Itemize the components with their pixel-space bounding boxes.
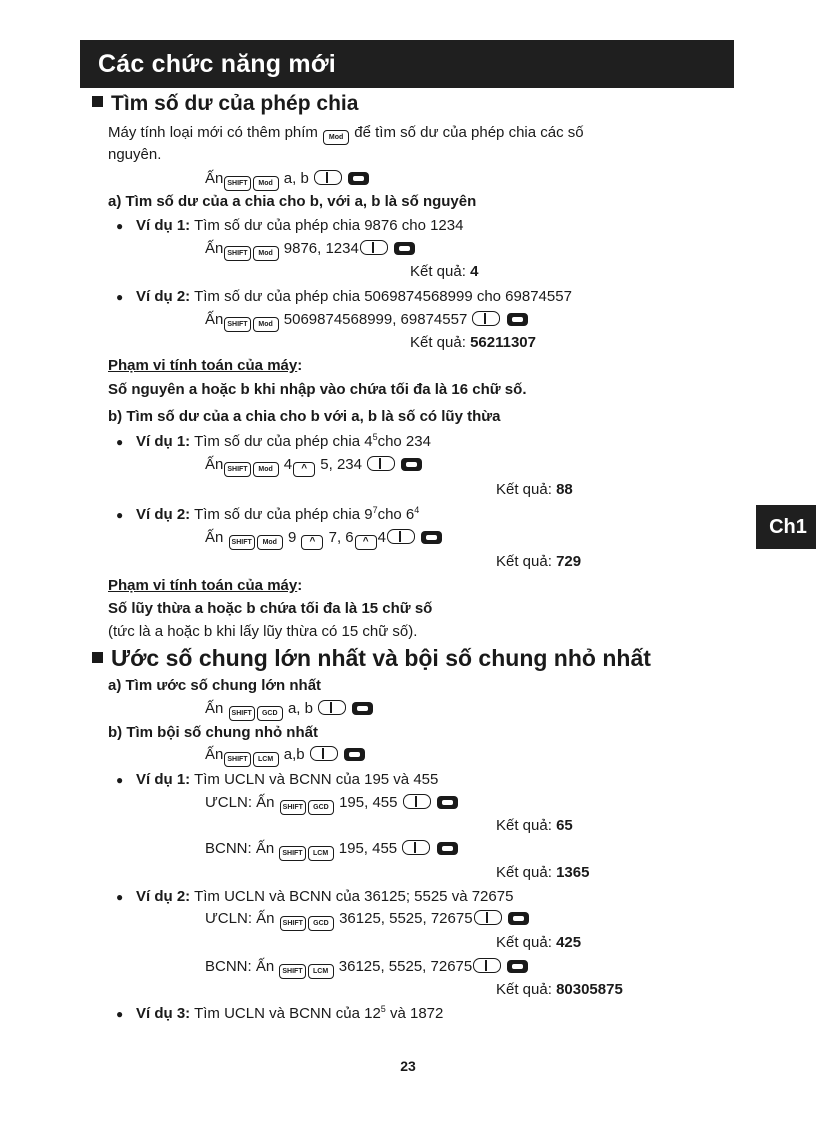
section-heading-text: Tìm số dư của phép chia (111, 92, 359, 115)
press-label: Ấn (205, 746, 224, 763)
example-label: Ví dụ 3: (136, 1005, 191, 1022)
shift-key-icon: SHIFT (224, 752, 250, 767)
shift-key-icon: SHIFT (280, 800, 306, 815)
equals-key-icon (507, 960, 528, 973)
press-label: Ấn (205, 529, 224, 546)
example-label: Ví dụ 2: (136, 506, 191, 523)
result-label: Kết quả: (496, 981, 552, 998)
remainder-key-icon (360, 240, 388, 255)
press-label: Ấn (205, 240, 224, 257)
remainder-key-icon (310, 746, 338, 761)
keystroke-args: 4 (377, 529, 386, 546)
intro-line-1 (108, 124, 584, 145)
bullet-icon: ● (116, 219, 124, 233)
keystroke-line (205, 456, 423, 477)
result-value: 56211307 (470, 334, 536, 351)
square-bullet-icon (92, 96, 103, 107)
range-note-2-detail: (tức là a hoặc b khi lấy lũy thừa có 15 chữ số). (108, 623, 418, 640)
shift-key-icon: SHIFT (224, 176, 250, 191)
keystroke-line (205, 700, 374, 721)
example-text: và 1872 (389, 1005, 444, 1022)
result-line (496, 864, 589, 882)
press-label: Ấn (205, 311, 224, 328)
keystroke-args: 36125, 5525, 72675 (338, 958, 473, 975)
result-value: 88 (556, 481, 573, 498)
equals-key-icon (394, 242, 415, 255)
section-heading-gcd-lcm (92, 645, 651, 672)
chapter-tab: Ch1 (756, 505, 816, 549)
exponent: 5 (372, 432, 378, 442)
remainder-key-icon (473, 958, 501, 973)
keystroke-line (205, 840, 459, 861)
page-number: 23 (400, 1058, 416, 1074)
keystroke-line (205, 910, 530, 931)
keystroke-args: a, b (287, 700, 313, 717)
example-text: cho 234 (377, 433, 431, 450)
gcd-example-3 (136, 1005, 443, 1023)
keystroke-line (205, 529, 443, 550)
subheading-b: b) Tìm số dư của a chia cho b với a, b là số có lũy thừa (108, 408, 501, 425)
example-2 (136, 288, 572, 306)
keystroke-args: 9 (287, 529, 297, 546)
subheading-lcm: b) Tìm bội số chung nhỏ nhất (108, 724, 318, 741)
range-note-2: Số lũy thừa a hoặc b chứa tối đa là 15 chữ số (108, 600, 433, 617)
result-label: Kết quả: (496, 864, 552, 881)
shift-key-icon: SHIFT (229, 535, 255, 550)
equals-key-icon (352, 702, 373, 715)
equals-key-icon (421, 531, 442, 544)
shift-key-icon: SHIFT (224, 317, 250, 332)
result-line (496, 981, 623, 999)
example-text: Tìm số dư của phép chia 5069874568999 cho 69874557 (194, 288, 572, 305)
example-text: cho 6 (377, 506, 415, 523)
press-label: Ấn (205, 170, 224, 187)
example-text: Tìm UCLN và BCNN của 12 (194, 1005, 381, 1022)
remainder-key-icon (387, 529, 415, 544)
range-note-1: Số nguyên a hoặc b khi nhập vào chứa tối đa là 16 chữ số. (108, 381, 527, 398)
range-label-2 (108, 577, 302, 595)
mod-key-icon: Mod (257, 535, 283, 550)
shift-key-icon: SHIFT (279, 846, 305, 861)
equals-key-icon (437, 796, 458, 809)
press-label: Ấn (205, 700, 224, 717)
result-value: 4 (470, 263, 479, 280)
result-label: Kết quả: (410, 263, 466, 280)
result-line (496, 553, 581, 571)
colon: : (297, 577, 303, 594)
result-line (496, 934, 581, 952)
gcd-key-icon: GCD (308, 800, 334, 815)
remainder-key-icon (474, 910, 502, 925)
example-text: Tìm số dư của phép chia 9 (194, 506, 373, 523)
section-title-banner: Các chức năng mới (80, 40, 734, 88)
keystroke-args: a, b (283, 170, 309, 187)
equals-key-icon (437, 842, 458, 855)
intro-line-2: nguyên. (108, 146, 162, 163)
result-value: 425 (556, 934, 582, 951)
power-example-1 (136, 433, 431, 451)
result-value: 729 (556, 553, 582, 570)
section-heading-remainder (92, 92, 358, 116)
equals-key-icon (508, 912, 529, 925)
example-label: Ví dụ 1: (136, 433, 191, 450)
result-label: Kết quả: (496, 553, 552, 570)
shift-key-icon: SHIFT (224, 246, 250, 261)
subheading-a: a) Tìm số dư của a chia cho b, với a, b là số nguyên (108, 193, 477, 210)
bullet-icon: ● (116, 1007, 124, 1021)
mod-key-icon: Mod (323, 130, 349, 145)
example-text: Tìm UCLN và BCNN của 195 và 455 (194, 771, 439, 788)
result-label: Kết quả: (496, 934, 552, 951)
example-1 (136, 217, 463, 235)
exponent: 7 (372, 505, 378, 515)
mod-key-icon: Mod (253, 462, 279, 477)
intro-text: để tìm số dư của phép chia các số (354, 124, 584, 141)
range-label-text: Phạm vi tính toán của máy (108, 577, 298, 594)
result-label: Kết quả: (496, 817, 552, 834)
keystroke-line (205, 170, 370, 191)
gcd-key-icon: GCD (308, 916, 334, 931)
power-key-icon: ^ (293, 462, 315, 477)
lcm-key-icon: LCM (253, 752, 279, 767)
lcm-key-icon: LCM (308, 964, 334, 979)
example-text: Tìm số dư của phép chia 4 (194, 433, 373, 450)
example-text: Tìm số dư của phép chia 9876 cho 1234 (194, 217, 464, 234)
equals-key-icon (348, 172, 369, 185)
equals-key-icon (507, 313, 528, 326)
mod-key-icon: Mod (253, 176, 279, 191)
keystroke-line (205, 240, 416, 261)
keystroke-args: a,b (283, 746, 305, 763)
result-line (496, 817, 573, 835)
result-value: 1365 (556, 864, 590, 881)
keystroke-args: 5069874568999, 69874557 (283, 311, 468, 328)
result-value: 80305875 (556, 981, 623, 998)
mod-key-icon: Mod (253, 317, 279, 332)
keystroke-line (205, 794, 459, 815)
example-label: Ví dụ 1: (136, 217, 191, 234)
exponent: 5 (380, 1004, 386, 1014)
press-label: Ấn (205, 456, 224, 473)
ucln-label: ƯCLN: Ấn (205, 910, 275, 927)
shift-key-icon: SHIFT (280, 916, 306, 931)
remainder-key-icon (472, 311, 500, 326)
result-label: Kết quả: (410, 334, 466, 351)
power-key-icon: ^ (355, 535, 377, 550)
keystroke-line (205, 311, 529, 332)
bcnn-label: BCNN: Ấn (205, 958, 275, 975)
remainder-key-icon (402, 840, 430, 855)
result-line (410, 263, 478, 281)
shift-key-icon: SHIFT (224, 462, 250, 477)
mod-key-icon: Mod (253, 246, 279, 261)
gcd-key-icon: GCD (257, 706, 283, 721)
bullet-icon: ● (116, 890, 124, 904)
example-text: Tìm UCLN và BCNN của 36125; 5525 và 72675 (194, 888, 514, 905)
bullet-icon: ● (116, 290, 124, 304)
result-label: Kết quả: (496, 481, 552, 498)
lcm-key-icon: LCM (308, 846, 334, 861)
keystroke-line (205, 958, 529, 979)
bcnn-label: BCNN: Ấn (205, 840, 275, 857)
example-label: Ví dụ 2: (136, 888, 191, 905)
power-example-2 (136, 506, 419, 524)
result-line (410, 334, 536, 352)
remainder-key-icon (314, 170, 342, 185)
exponent: 4 (414, 505, 420, 515)
remainder-key-icon (367, 456, 395, 471)
section-heading-text: Ước số chung lớn nhất và bội số chung nhỏ nhất (111, 645, 651, 671)
square-bullet-icon (92, 652, 103, 663)
subheading-gcd: a) Tìm ước số chung lớn nhất (108, 677, 322, 694)
keystroke-args: 9876, 1234 (283, 240, 359, 257)
result-line (496, 481, 573, 499)
example-label: Ví dụ 2: (136, 288, 191, 305)
result-value: 65 (556, 817, 573, 834)
gcd-example-2 (136, 888, 513, 906)
range-label-1 (108, 357, 302, 375)
keystroke-args: 7, 6 (328, 529, 354, 546)
example-label: Ví dụ 1: (136, 771, 191, 788)
keystroke-args: 195, 455 (338, 840, 398, 857)
bullet-icon: ● (116, 508, 124, 522)
bullet-icon: ● (116, 435, 124, 449)
keystroke-args: 5, 234 (320, 456, 362, 473)
remainder-key-icon (318, 700, 346, 715)
keystroke-args: 36125, 5525, 72675 (339, 910, 473, 927)
keystroke-line (205, 746, 366, 767)
keystroke-args: 4 (283, 456, 293, 473)
shift-key-icon: SHIFT (279, 964, 305, 979)
gcd-example-1 (136, 771, 438, 789)
remainder-key-icon (403, 794, 431, 809)
equals-key-icon (401, 458, 422, 471)
power-key-icon: ^ (301, 535, 323, 550)
ucln-label: ƯCLN: Ấn (205, 794, 275, 811)
intro-text: Máy tính loại mới có thêm phím (108, 124, 318, 141)
equals-key-icon (344, 748, 365, 761)
keystroke-args: 195, 455 (339, 794, 398, 811)
shift-key-icon: SHIFT (229, 706, 255, 721)
colon: : (297, 357, 303, 374)
range-label-text: Phạm vi tính toán của máy (108, 357, 298, 374)
bullet-icon: ● (116, 773, 124, 787)
